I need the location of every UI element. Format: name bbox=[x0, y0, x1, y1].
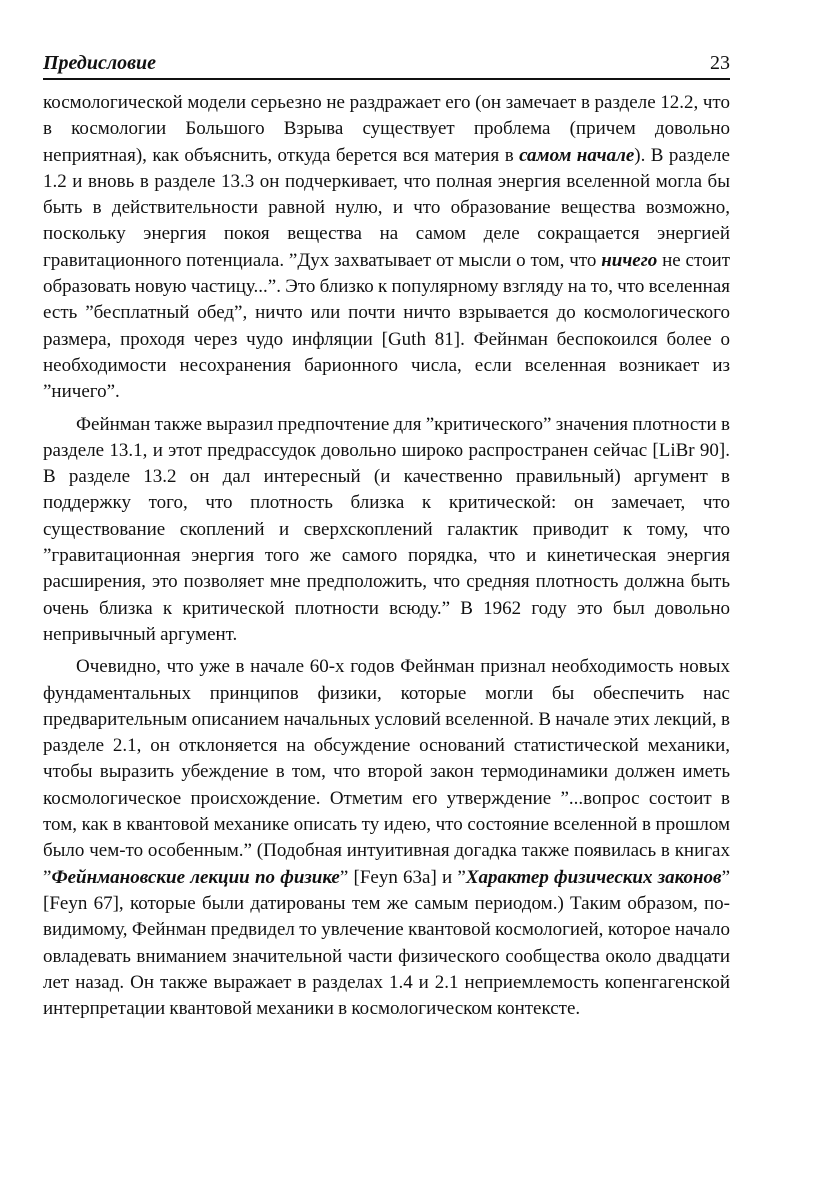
text-segment: Очевидно, что уже в начале 60-х годов Фейнман признал необходимость новых фундаментальных принципов физики, которые могли бы обеспечить нас предварительным описанием начальных условий вселенной. В начале этих лекций, в разделе 2.1, он отклоняется на обсуждение оснований статистической механики, чтобы выразить убеждение в том, что второй закон термодинамики должен иметь космологическое происхождение. Отметим его утверждение ”...вопрос состоит в том, как в квантовой механике описать ту идею, что состояние вселенной в прошлом было чем-то особенным.” (Подобная интуитивная догадка также появилась в книгах ” bbox=[43, 656, 730, 888]
running-head bbox=[43, 50, 730, 78]
emphasis-text: самом начале bbox=[519, 144, 635, 166]
emphasis-text: Фейнмановские лекции по физике bbox=[51, 866, 340, 888]
text-segment: ” [Feyn 63a] и ” bbox=[339, 866, 466, 888]
text-segment: космологической модели серьезно не раздражает его (он замечает в разделе 12.2, что в космологии Большого Взрыва существует проблема (причем довольно неприятная), как объяснить, откуда берется вся материя в bbox=[43, 92, 730, 166]
paragraph-3 bbox=[43, 654, 730, 1022]
text-segment: не стоит образовать новую частицу...”. Это близко к популярному взгляду на то, что вселенная есть ”бесплатный обед”, ничто или почти ничто взрывается до космологического размера, проходя через чудо инфляции [Guth 81]. Фейнман беспокоился более о необходимости несохранения барионного числа, если вселенная возникает из ”ничего”. bbox=[43, 249, 730, 403]
emphasis-text: Характер физических законов bbox=[465, 866, 722, 888]
section-title: Предисловие bbox=[43, 52, 157, 74]
page-number: 23 bbox=[710, 52, 730, 74]
text-segment: ” [Feyn 67], которые были датированы тем же самым периодом.) Таким образом, по-видимому, Фейнман предвидел то увлечение квантовой космологией, которое начало овладевать вниманием значительной части физического сообщества около двадцати лет назад. Он также выражает в разделах 1.4 и 2.1 неприемлемость копенгагенской интерпретации квантовой механики в космологическом контексте. bbox=[43, 866, 730, 1020]
paragraph-1 bbox=[43, 90, 730, 406]
text-segment: Фейнман также выразил предпочтение для ”критического” значения плотности в разделе 13.1, и этот предрассудок довольно широко распространен сейчас [LiBr 90]. В разделе 13.2 он дал интересный (и качественно правильный) аргумент в поддержку того, что плотность близка к критической: он замечает, что существование скоплений и сверхскоплений галактик приводит к тому, что ”гравитационная энергия того же самого порядка, что и кинетическая энергия расширения, это позволяет мне предположить, что средняя плотность должна быть очень близка к критической плотности всюду.” В 1962 году это был довольно непривычный аргумент. bbox=[43, 413, 730, 645]
body-text bbox=[43, 90, 730, 1022]
header-rule bbox=[43, 78, 730, 80]
paragraph-2 bbox=[43, 412, 730, 649]
text-segment: ). В разделе 1.2 и вновь в разделе 13.3 он подчеркивает, что полная энергия вселенной могла бы быть в действительности равной нулю, и что образование вещества возможно, поскольку энергия покоя вещества на самом деле сокращается энергией гравитационного потенциала. ”Дух захватывает от мысли о том, что bbox=[43, 144, 730, 271]
emphasis-text: ничего bbox=[601, 249, 658, 271]
